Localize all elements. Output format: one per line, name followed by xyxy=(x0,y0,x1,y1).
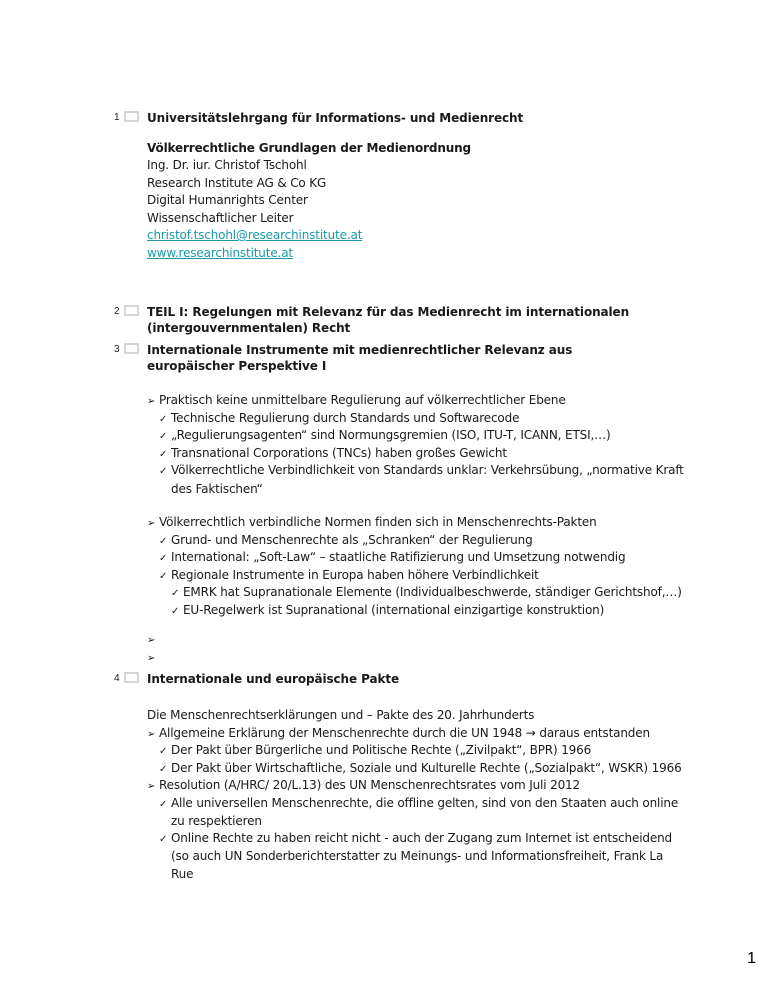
slide-number: 4 xyxy=(114,673,120,684)
bullet-item: ✓ Technische Regulierung durch Standards und Softwarecode xyxy=(159,410,519,429)
check-bullet-icon: ✓ xyxy=(159,833,168,845)
check-bullet-icon: ✓ xyxy=(159,466,168,477)
bullet-item: ✓ Online Rechte zu haben reicht nicht - auch der Zugang zum Internet ist entscheidend (so auch UN Sonderberichterstatter zu Meinungs- und Informationsfreiheit, Frank La Rue xyxy=(159,830,672,881)
arrow-bullet-icon: ➢ xyxy=(147,728,156,740)
bullet-item: ✓ „Regulierungsagenten“ sind Normungsgremien (ISO, ITU-T, ICANN, ETSI,…) xyxy=(159,427,611,446)
bullet-item: ➢ Völkerrechtlich verbindliche Normen finden sich in Menschenrechts-Pakten xyxy=(147,514,597,533)
bullet-item-empty xyxy=(147,649,159,668)
check-bullet-icon: ✓ xyxy=(159,431,168,442)
bullet-item: ✓ International: „Soft-Law“ – staatliche Ratifizierung und Umsetzung notwendig xyxy=(159,549,625,568)
slide-number: 1 xyxy=(114,112,120,123)
arrow-bullet-icon: ➢ xyxy=(147,635,156,646)
bullet-item: ✓ Grund- und Menschenrechte als „Schranken“ der Regulierung xyxy=(159,532,533,551)
organization: Research Institute AG & Co KG xyxy=(147,175,327,190)
check-bullet-icon: ✓ xyxy=(159,570,168,582)
slide-thumbnail[interactable] xyxy=(124,305,139,316)
check-bullet-icon: ✓ xyxy=(159,413,168,425)
author-name: Ing. Dr. iur. Christof Tschohl xyxy=(147,158,307,172)
slide-title: Universitätslehrgang für Informations- und Medienrecht xyxy=(147,111,524,125)
bullet-item: ✓ Völkerrechtliche Verbindlichkeit von Standards unklar: Verkehrsübung, „normative Kraft des Faktischen“ xyxy=(159,463,684,496)
bullet-item: ➢ Resolution (A/HRC/ 20/L.13) des UN Menschenrechtsrates vom Juli 2012 xyxy=(147,777,580,796)
slide-number: 2 xyxy=(114,306,120,317)
slide-subtitle: Völkerrechtliche Grundlagen der Medienordnung xyxy=(147,141,471,155)
slide-thumbnail[interactable] xyxy=(124,343,139,354)
arrow-bullet-icon: ➢ xyxy=(147,518,156,529)
check-bullet-icon: ✓ xyxy=(159,448,168,460)
slide-thumbnail[interactable] xyxy=(124,111,139,122)
slide-title: Internationale und europäische Pakte xyxy=(147,672,400,686)
center-name: Digital Humanrights Center xyxy=(147,193,308,207)
check-bullet-icon: ✓ xyxy=(159,553,168,564)
bullet-item: ✓ Regionale Instrumente in Europa haben höhere Verbindlichkeit xyxy=(159,567,539,586)
arrow-bullet-icon: ➢ xyxy=(147,396,156,407)
intro-text: Die Menschenrechtserklärungen und – Pakte des 20. Jahrhunderts xyxy=(147,708,535,722)
bullet-item: ✓ EMRK hat Supranationale Elemente (Individualbeschwerde, ständiger Gerichtshof,…) xyxy=(171,584,682,603)
check-bullet-icon: ✓ xyxy=(171,588,180,599)
website-link[interactable]: www.researchinstitute.at xyxy=(147,245,293,260)
bullet-item: ✓ Der Pakt über Wirtschaftliche, Soziale und Kulturelle Rechte („Sozialpakt“, WSKR) 1966 xyxy=(159,760,682,779)
bullet-item: ➢ Allgemeine Erklärung der Menschenrechte durch die UN 1948 → daraus entstanden xyxy=(147,725,650,744)
check-bullet-icon: ✓ xyxy=(159,535,168,547)
check-bullet-icon: ✓ xyxy=(171,605,180,617)
slide-title: TEIL I: Regelungen mit Relevanz für das Medienrecht im internationalen (intergouvernmentalen) Recht xyxy=(147,305,630,335)
check-bullet-icon: ✓ xyxy=(159,763,168,775)
bullet-item: ✓ Der Pakt über Bürgerliche und Politische Rechte („Zivilpakt“, BPR) 1966 xyxy=(159,742,591,761)
arrow-bullet-icon: ➢ xyxy=(147,781,156,792)
bullet-item-empty xyxy=(147,631,159,650)
bullet-item: ✓ EU-Regelwerk ist Supranational (international einzigartige konstruktion) xyxy=(171,602,604,621)
author-role: Wissenschaftlicher Leiter xyxy=(147,210,294,225)
bullet-item: ✓ Transnational Corporations (TNCs) haben großes Gewicht xyxy=(159,445,507,464)
page-number: 1 xyxy=(747,950,756,967)
email-link[interactable]: christof.tschohl@researchinstitute.at xyxy=(147,228,363,242)
slide-title: Internationale Instrumente mit medienrechtlicher Relevanz aus europäischer Perspektive I xyxy=(147,343,573,373)
check-bullet-icon: ✓ xyxy=(159,798,168,810)
arrow-bullet-icon: ➢ xyxy=(147,652,156,664)
check-bullet-icon: ✓ xyxy=(159,746,168,757)
bullet-item: ✓ Alle universellen Menschenrechte, die offline gelten, sind von den Staaten auch online zu respektieren xyxy=(159,795,679,828)
slide-number: 3 xyxy=(114,344,120,355)
slide-thumbnail[interactable] xyxy=(124,672,139,683)
bullet-item: ➢ Praktisch keine unmittelbare Regulierung auf völkerrechtlicher Ebene xyxy=(147,392,566,411)
